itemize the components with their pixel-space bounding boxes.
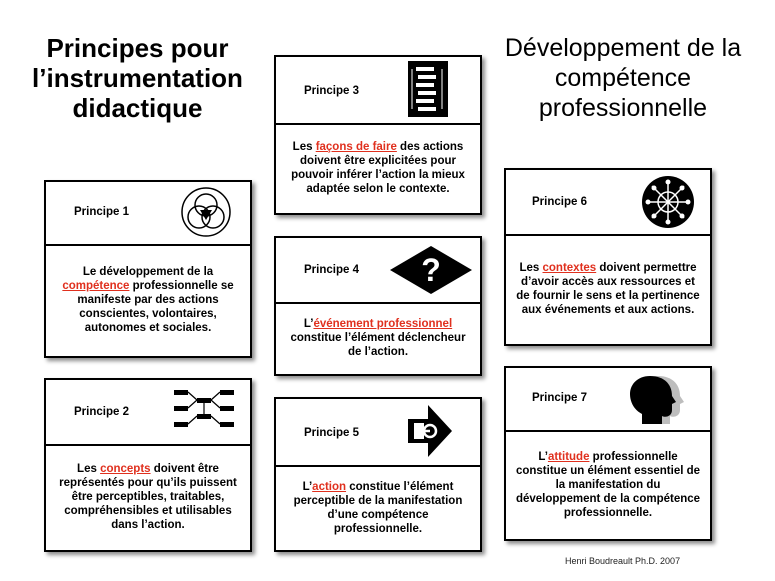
principle-text: Les concepts doivent être représentés pour qu’ils puissent être perceptibles, traitables, compréhensibles et utilisables dans l’action. (59, 463, 237, 531)
principle-card-2 (44, 378, 252, 552)
principle-header (506, 368, 710, 432)
principle-label: Principe 6 (532, 196, 587, 208)
principle-card-1 (44, 180, 252, 358)
principle-label: Principe 2 (74, 406, 129, 418)
principle-card-6 (504, 168, 712, 346)
principle-card-3 (274, 55, 482, 215)
principle-header (276, 238, 480, 304)
concept-map-icon (172, 386, 236, 436)
head-profile-icon (628, 372, 692, 426)
principle-card-7 (504, 366, 712, 541)
principle-label: Principe 4 (304, 264, 359, 276)
principle-text: L’événement professionnel constitue l’élément déclencheur de l’action. (290, 318, 466, 358)
action-arrow-icon (404, 403, 454, 459)
principle-label: Principe 3 (304, 85, 359, 97)
question-diamond-icon (388, 244, 474, 296)
principle-keyword: attitude (547, 450, 590, 463)
venn-triad-icon (178, 186, 234, 238)
context-network-icon (640, 174, 696, 230)
footer-credit: Henri Boudreault Ph.D. 2007 (565, 556, 681, 566)
principle-keyword: action (312, 480, 347, 493)
title-right: Développement de la compétence professionnelle (504, 34, 742, 122)
title-left: Principes pour l’instrumentation didactique (32, 33, 243, 123)
principle-header (276, 57, 480, 125)
principle-card-4 (274, 236, 482, 376)
principle-header (46, 182, 250, 246)
principle-text: L’action constitue l’élément perceptible de la manifestation d’une compétence professionnelle. (293, 480, 463, 535)
principle-header (46, 380, 250, 446)
principle-text: Le développement de la compétence professionnelle se manifeste par des actions conscientes, volontaires, autonomes et sociales. (62, 266, 234, 334)
principle-label: Principe 7 (532, 392, 587, 404)
principle-label: Principe 1 (74, 206, 129, 218)
principle-keyword: événement professionnel (313, 318, 453, 330)
principle-keyword: contextes (542, 262, 597, 274)
svg-text:?: ? (421, 252, 441, 288)
principle-text: Les façons de faire des actions doivent être explicitées pour pouvoir inférer l’action la mieux adaptée selon le contexte. (291, 141, 465, 195)
principle-keyword: façons de faire (315, 141, 397, 153)
principle-header (276, 399, 480, 467)
principle-keyword: concepts (100, 463, 151, 475)
principle-label: Principe 5 (304, 427, 359, 439)
procedure-steps-icon (406, 59, 450, 119)
principle-text: Les contextes doivent permettre d’avoir accès aux ressources et de fournir le sens et la pertinence aux événements et aux actions. (516, 262, 700, 316)
principle-text: L’attitude professionnelle constitue un élément essentiel de la manifestation du développement de la compétence professionnelle. (515, 450, 701, 519)
principle-header (506, 170, 710, 236)
principle-keyword: compétence (62, 280, 130, 292)
principle-card-5 (274, 397, 482, 552)
